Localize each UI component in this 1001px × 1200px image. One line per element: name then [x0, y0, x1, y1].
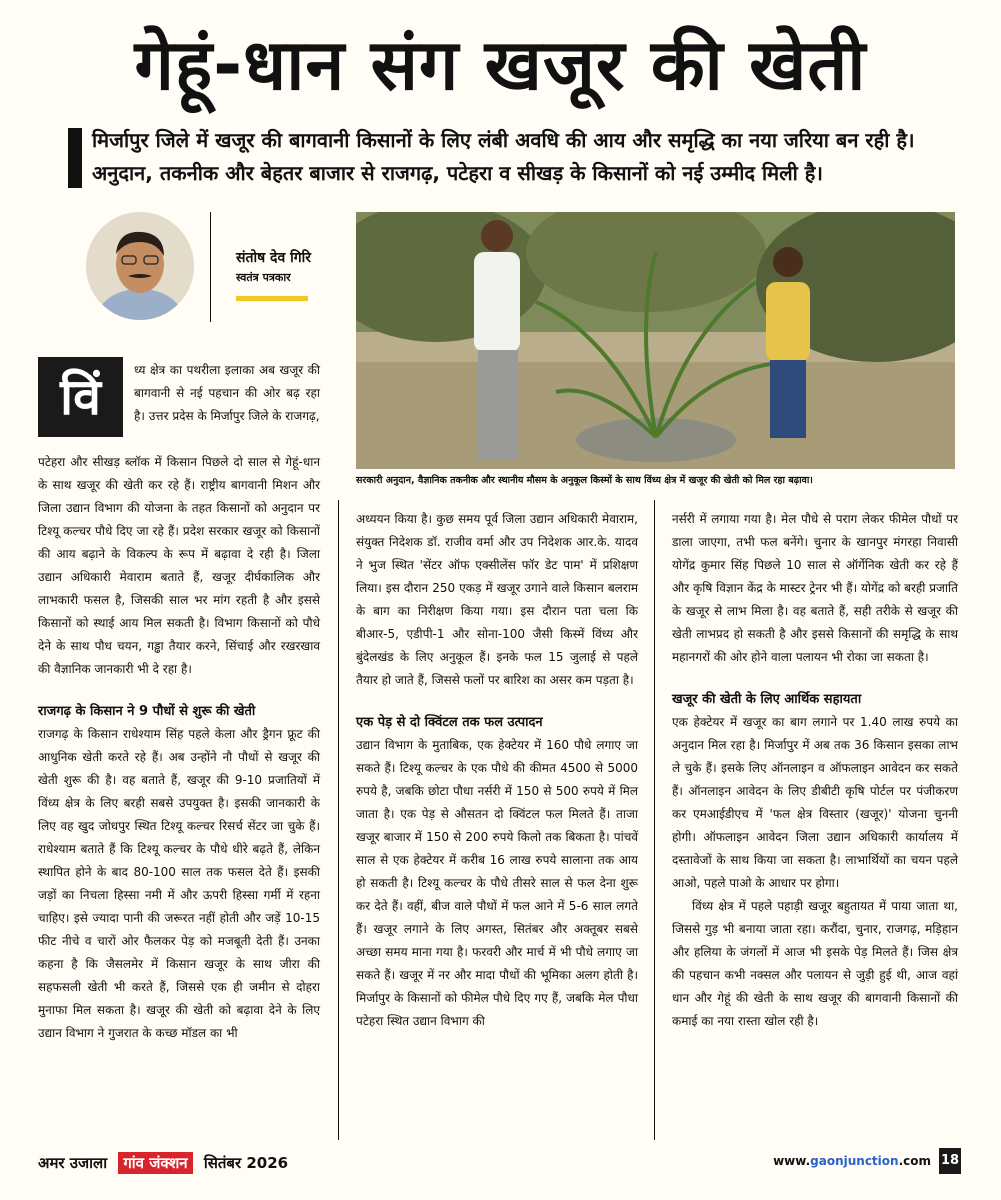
dropcap: विं [38, 357, 123, 437]
col3-body [672, 508, 958, 1033]
col3-subhead: खजूर की खेती के लिए आर्थिक सहायता [672, 692, 862, 707]
author-name: संतोष देव गिरि [236, 250, 311, 266]
url-prefix: www. [773, 1154, 811, 1168]
column-divider-1 [338, 500, 339, 1140]
col2-subhead: एक पेड़ से दो क्विंटल तक फल उत्पादन [356, 715, 543, 730]
col1-lead-text: ध्य क्षेत्र का पथरीला इलाका अब खजूर की बागवानी से नई पहचान की ओर बढ़ रहा है। उत्तर प्रदेस के मिर्जापुर जिले के राजगढ़, [134, 363, 320, 423]
brand-badge: गांव जंक्शन [118, 1152, 192, 1174]
footer-left [38, 1152, 288, 1174]
col1-paragraph: पटेहरा और सीखड़ ब्लॉक में किसान पिछले दो साल से गेहूं-धान के साथ खजूर की खेती कर रहे हैं। राष्ट्रीय बागवानी मिशन और जिला उद्यान विभाग की योजना के तहत किसानों को अनुदान पर टिश्यू कल्चर पौधे दिए जा रहे हैं। प्रदेश सरकार खजूर को किसानों की आय बढ़ाने के विकल्प के रूप में बढ़ावा दे रही है। जिला उद्यान अधिकारी मेवाराम बताते हैं, खजूर दीर्घकालिक और लाभकारी फसल है, जिसकी साल भर मांग रहती है और इससे किसानों को स्थाई आय मिल सकती है। विभाग किसानों को पौधे देने के साथ पौध चयन, गड्ढा तैयार करने, सिंचाई और रखरखाव की वैज्ञानिक जानकारी भी दे रहा है। [38, 455, 320, 676]
col2-body [356, 508, 638, 1033]
page-number: 18 [939, 1148, 961, 1174]
footer-url[interactable] [773, 1154, 931, 1168]
col1-paragraph: राजगढ़ के किसान राधेश्याम सिंह पहले केला और ड्रैगन फ्रूट की आधुनिक खेती करते रहे हैं। अब उन्होंने नौ पौधों से खजूर की खेती शुरू की है। वह बताते हैं, खजूर की 9-10 प्रजातियों में विंध्य क्षेत्र के लिए बरही सबसे उपयुक्त है। इसकी जानकारी के लिए वह खुद जोधपुर स्थित टिश्यू कल्चर रिसर्च सेंटर जा चुके हैं। राधेश्याम बताते हैं कि टिश्यू कल्चर के पौधे धीरे बढ़ते हैं, लेकिन स्थापित होने के बाद 80-100 साल तक फसल देते हैं। इसकी जड़ों का निचला हिस्सा नमी में और ऊपरी हिस्सा गर्मी में रहना चाहिए। इसे ज्यादा पानी की जरूरत नहीं होती और जड़ें 10-15 फीट नीचे व चारों ओर फैलकर पेड़ को मजबूती देती हैं। उनका कहना है कि जैसलमेर में किसान खजूर के साथ जीरा की सहफसली खेती भी करते हैं, जिससे एक ही जमीन से दोहरा मुनाफा मिल सकता है। खजूर की खेती को बढ़ावा देने के लिए उद्यान विभाग ने गुजरात के कच्छ मॉडल का भी [38, 727, 320, 1040]
standfirst: मिर्जापुर जिले में खजूर की बागवानी किसानों के लिए लंबी अवधि की आय और समृद्धि का नया जरिया बन रही है। अनुदान, तकनीक और बेहतर बाजार से राजगढ़, पटेहरा व सीखड़ के किसानों को नई उम्मीद मिली है। [92, 128, 915, 185]
publisher-logo: अमर उजाला [38, 1154, 108, 1172]
url-suffix: .com [898, 1154, 931, 1168]
standfirst-bar [68, 128, 82, 188]
headline: गेहूं-धान संग खजूर की खेती [134, 24, 867, 106]
col3-paragraph: नर्सरी में लगाया गया है। मेल पौधे से पराग लेकर फीमेल पौधों पर डाला जाएगा, तभी फल बनेंगे। चुनार के खानपुर मंगरहा निवासी योगेंद्र कुमार सिंह पिछले 10 साल से ऑर्गेनिक खेती कर रहे हैं और कृषि विज्ञान केंद्र के मास्टर ट्रेनर भी हैं। योगेंद्र को बरही प्रजाति के खजूर से लाभ मिला है। वह बताते हैं, सही तरीके से खजूर की खेती लाभप्रद हो सकती है और इससे किसानों की समृद्धि के साथ महानगरों की ओर होने वाला पलायन भी रोका जा सकता है। [672, 512, 958, 664]
col3-paragraph: विंध्य क्षेत्र में पहले पहाड़ी खजूर बहुतायत में पाया जाता था, जिससे गुड़ भी बनाया जाता रहा। करौंदा, चुनार, राजगढ़, मड़िहान और हलिया के जंगलों में आज भी इसके पेड़ मिलते हैं। जिस क्षेत्र की पहचान कभी नक्सल और पलायन से जुड़ी हुई थी, आज वहां धान और गेहूं की खेती के साथ खजूर की बागवानी किसानों की कमाई का नया रास्ता खोल रही है। [672, 899, 958, 1028]
column-divider-2 [654, 500, 655, 1140]
author-divider [210, 212, 211, 322]
author-accent-bar [236, 296, 308, 301]
col1-subhead: राजगढ़ के किसान ने 9 पौधों से शुरू की खेती [38, 704, 256, 719]
article-photo [356, 212, 955, 469]
col1-body [38, 451, 320, 1045]
col1-lead [134, 359, 320, 428]
col2-paragraph: अध्ययन किया है। कुछ समय पूर्व जिला उद्यान अधिकारी मेवाराम, संयुक्त निदेशक डॉ. राजीव वर्मा और उप निदेशक आर.के. यादव ने भुज स्थित 'सेंटर ऑफ एक्सीलेंस फॉर डेट पाम' में प्रशिक्षण लिया। इस दौरान 250 एकड़ में खजूर उगाने वाले किसान बलराम के बाग का निरीक्षण किया गया। इस दौरान पता चला कि बीआर-5, एडीपी-1 और सोना-100 जैसी किस्में विंध्य और बुंदेलखंड के लिए अनुकूल हैं। इनके फल 15 जुलाई से पहले तैयार हो जाते हैं, जिससे फलों पर बारिश का असर कम पड़ता है। [356, 512, 638, 687]
issue-month: सितंबर 2026 [203, 1154, 289, 1172]
author-avatar [86, 212, 194, 320]
url-brand: gaonjunction [810, 1154, 899, 1168]
author-role: स्वतंत्र पत्रकार [236, 271, 291, 284]
photo-caption: सरकारी अनुदान, वैज्ञानिक तकनीक और स्थानीय मौसम के अनुकूल किस्मों के साथ विंध्य क्षेत्र में खजूर की खेती को मिल रहा बढ़ावा। [356, 475, 813, 486]
col2-paragraph: उद्यान विभाग के मुताबिक, एक हेक्टेयर में 160 पौधे लगाए जा सकते हैं। टिश्यू कल्चर के एक पौधे की कीमत 4500 से 5000 रुपये है, जबकि छोटा पौधा नर्सरी में 150 से 500 रुपये में मिल जाता है। एक पेड़ से औसतन दो क्विंटल फल मिलते हैं। ताजा खजूर बाजार में 150 से 200 रुपये किलो तक बिकता है। पांचवें साल से एक हेक्टेयर में करीब 16 लाख रुपये सालाना तक आय हो सकती है। टिश्यू कल्चर के पौधे तीसरे साल से फल देना शुरू कर देते हैं। वहीं, बीज वाले पौधों में फल आने में 5-6 साल लगते हैं। खजूर लगाने के लिए अगस्त, सितंबर और अक्तूबर सबसे अच्छा समय माना गया है। फरवरी और मार्च में भी पौधे लगाए जा सकते हैं। खजूर में नर और मादा पौधों की भूमिका अलग होती है। मिर्जापुर के किसानों को फीमेल पौधे दिए गए हैं, जबकि मेल पौधा पटेहरा स्थित उद्यान विभाग की [356, 738, 638, 1028]
col3-paragraph: एक हेक्टेयर में खजूर का बाग लगाने पर 1.40 लाख रुपये का अनुदान मिल रहा है। मिर्जापुर में अब तक 36 किसान इसका लाभ ले चुके हैं। इसके लिए ऑनलाइन व ऑफलाइन आवेदन कर सकते हैं। ऑनलाइन आवेदन के लिए डीबीटी कृषि पोर्टल पर पंजीकरण कर एमआईडीएच में 'फल क्षेत्र विस्तार (खजूर)' योजना चुननी होगी। ऑफलाइन आवेदन जिला उद्यान अधिकारी कार्यालय में दस्तावेजों के साथ किया जा सकता है। लाभार्थियों का चयन पहले आओ, पहले पाओ के आधार पर होगा। [672, 715, 958, 890]
